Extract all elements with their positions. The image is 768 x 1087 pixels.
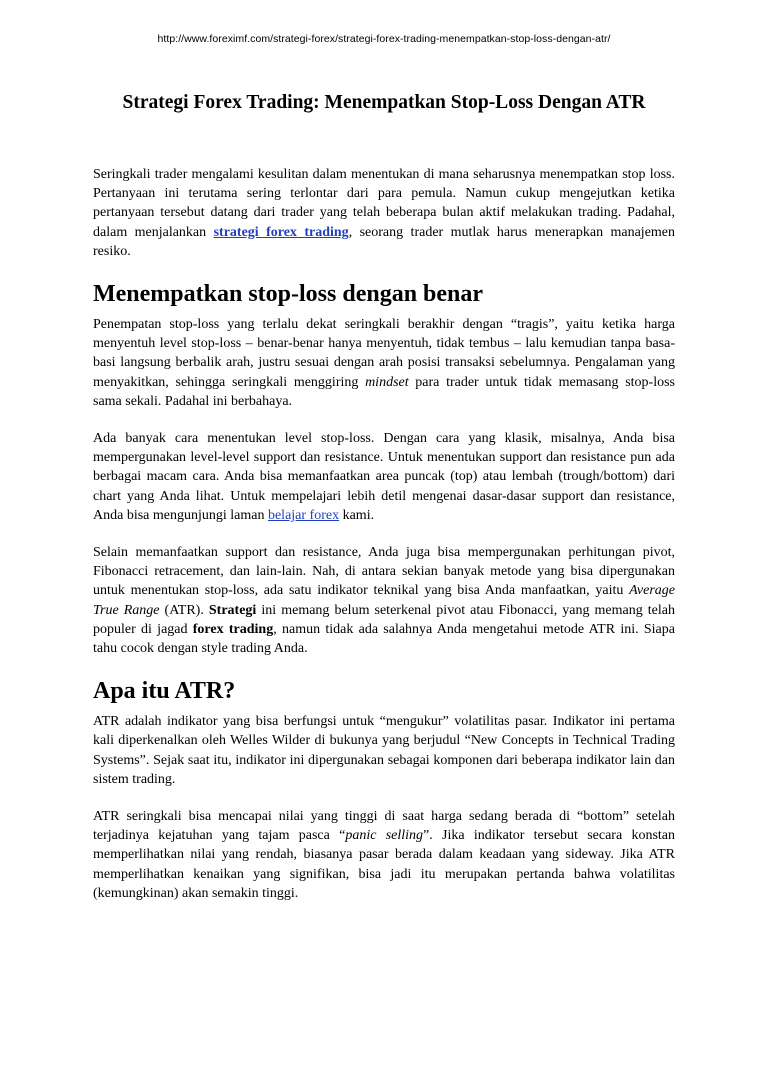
strategi-forex-trading-link[interactable]: strategi forex trading <box>213 224 349 240</box>
s1p2-text-after-link: kami. <box>339 507 375 523</box>
section2-paragraph-2 <box>93 807 675 903</box>
intro-text-before-link: Seringkali trader mengalami kesulitan dalam menentukan di mana seharusnya menempatkan stop loss. Pertanyaan ini terutama sering terlontar dari para pemula. Namun cukup mengejutkan ketika pertanyaan tersebut datang dari trader yang telah beberapa bulan aktif melakukan trading. Padahal, dalam menjalankan <box>93 167 675 240</box>
s1p3-bold-forex-trading: forex trading <box>192 621 274 637</box>
section1-paragraph-3 <box>93 543 675 658</box>
s1p1-italic-mindset: mindset <box>365 374 409 390</box>
belajar-forex-link[interactable]: belajar forex <box>267 507 340 523</box>
section2-paragraph-1: ATR adalah indikator yang bisa berfungsi untuk “mengukur” volatilitas pasar. Indikator ini pertama kali diperkenalkan oleh Welles Wilder di bukunya yang berjudul “New Concepts in Technical Trading Systems”. Sejak saat itu, indikator ini dipergunakan sebagai komponen dari beberapa indikator lain dan sistem trading. <box>93 714 675 787</box>
intro-paragraph <box>93 165 675 261</box>
section1-paragraph-2 <box>93 429 675 525</box>
section1-paragraph-1 <box>93 315 675 411</box>
s1p3-text-1: Selain memanfaatkan support dan resistance, Anda juga bisa mempergunakan perhitungan pivot, Fibonacci retracement, dan lain-lain. Nah, di antara sekian banyak metode yang bisa dipergunakan untuk menentukan stop-loss, ada satu indikator teknikal yang bisa Anda manfaatkan, yaitu <box>93 545 675 599</box>
s2p2-text-before: ATR seringkali bisa mencapai nilai yang tinggi di saat harga sedang berada di “bottom” setelah terjadinya kejatuhan yang tajam pasca “ <box>93 809 675 844</box>
s1p3-text-4: , namun tidak ada salahnya Anda mengetahui metode ATR ini. Siapa tahu cocok dengan style trading Anda. <box>93 621 675 657</box>
section1-heading: Menempatkan stop-loss dengan benar <box>93 281 484 308</box>
article-body <box>93 165 675 921</box>
s1p2-text-before-link: Ada banyak cara menentukan level stop-loss. Dengan cara yang klasik, misalnya, Anda bisa mempergunakan level-level support dan resistance. Untuk menentukan support dan resistance pun ada berbagai macam cara. Anda bisa memanfaatkan area puncak (top) atau lembah (trough/bottom) dari chart yang Anda lihat. Untuk mempelajari lebih detil mengenai dasar-dasar support dan resistance, Anda bisa mengunjungi laman <box>93 431 675 523</box>
article-title: Strategi Forex Trading: Menempatkan Stop-Loss Dengan ATR <box>122 92 646 113</box>
s2p2-italic-panic-selling: panic selling <box>345 828 424 844</box>
s1p1-text-before: Penempatan stop-loss yang terlalu dekat seringkali berakhir dengan “tragis”, yaitu ketika harga menyentuh level stop-loss – benar-benar hanya menyentuh, tidak tembus – lalu kemudian tanpa basa-basi langsung berbalik arah, justru sesuai dengan arah posisi transaksi sebelumnya. Pengalaman yang menyakitkan, sehingga seringkali menggiring <box>93 317 675 390</box>
intro-text-after-link: , seorang trader mutlak harus menerapkan manajemen resiko. <box>93 224 676 259</box>
s1p3-italic-atr: Average True Range <box>93 583 675 618</box>
s2p2-text-after: ”. Jika indikator tersebut secara konstan memperlihatkan nilai yang rendah, biasanya pasar berada dalam keadaan yang sideway. Jika ATR memperlihatkan kenaikan yang signifikan, bisa jadi itu merupakan pertanda bahwa volatilitas (kemungkinan) akan semakin tinggi. <box>93 828 675 901</box>
section2-heading: Apa itu ATR? <box>93 678 236 705</box>
s1p3-bold-strategi: Strategi <box>208 602 257 618</box>
s1p3-text-2: (ATR). <box>159 602 209 618</box>
page-url-header: http://www.foreximf.com/strategi-forex/strategi-forex-trading-menempatkan-stop-loss-dengan-atr/ <box>157 33 611 45</box>
s1p1-text-after: para trader untuk tidak memasang stop-loss sama sekali. Padahal ini berbahaya. <box>93 374 675 409</box>
s1p3-text-3: ini memang belum seterkenal pivot atau Fibonacci, yang memang telah populer di jagad <box>93 602 676 637</box>
